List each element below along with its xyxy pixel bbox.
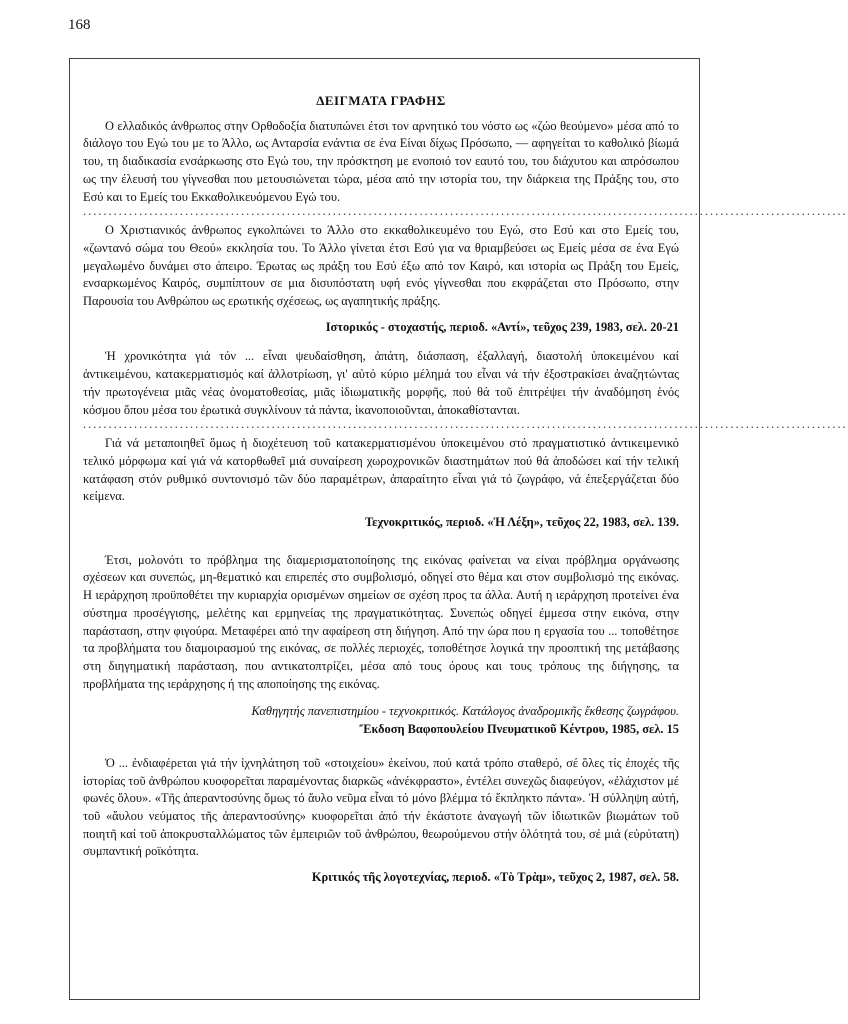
page-number: 168	[68, 17, 91, 33]
sample1-source: Ιστορικός - στοχαστής, περιοδ. «Αντί», τεῦχος 239, 1983, σελ. 20-21	[325, 319, 679, 334]
sample2-paragraph-2: Γιά νά μεταποιηθεῖ ὅμως ἡ διοχέτευση τοῦ κατακερματισμένου ὑποκειμένου στό πραγματιστικό ἀντικειμενικό τελικό μόρφωμα καί γιά νά κατορθωθεῖ μιά συναίρεση χωροχρονικῶν διαστημάτων πού θά ἀποδώσει καί τήν τελική κατάφαση στόν ρυθμικό συντονισμό τῶν δύο παραμέτρων, ἀπαραίτητο εἶναι γιά τό ζωγράφο, νά ἐπεξεργάζεται δύο κείμενα.	[83, 436, 679, 504]
sample3-paragraph-1: Έτσι, μολονότι το πρόβλημα της διαμερισματοποίησης της εικόνας φαίνεται να είναι πρόβλημα οργάνωσης σχέσεων και συνεπώς, μη-θεματικό και επιρεπές στο συμβολισμό, οδηγεί στο θέμα και στον συμβολισμό της εικόνας. Η ιεράρχηση προϋποθέτει την κυριαρχία ορισμένων σημείων σε σχέση προς τα άλλα. Αυτή η ιεράρχηση προτείνει ένα σύστημα προσέγγισης, μελέτης και ερμηνείας της πραγματικότητας. Συνεπώς οδηγεί έμμεσα στην εικόνα, στην παράσταση, στην φιγούρα. Μεταφέρει από την αφαίρεση στη διήγηση. Από την ώρα που η εργασία του ... τοποθέτησε τα προβλήματα του διαμοιρασμού της εικόνας, σε πολλές περιοχές, τοποθέτησε λογικά την προοπτική της μετάβασης στη διηγηματική παράσταση, που αντικατοπτρίζει, μέσα από τους όρους και τους τρόπους της διήγησης, τα προβλήματα της ιεράρχησης ή της αποποίησης της εικόνας.	[83, 552, 679, 691]
sample2-paragraph-1: Ἡ χρονικότητα γιά τόν ... εἶναι ψευδαίσθηση, ἀπάτη, διάσπαση, ἐξαλλαγή, διαστολή ὑποκειμένου καί ἀντικειμένου, κατακερματισμός καί ἀλλοτρίωση, γι' αὐτό κύριο μέλημά του εἶναι νά τήν ἐξοστρακίσει ἀναζητώντας τήν πρωτογένεια μιᾶς νέας ὀνοματοθεσίας, μιᾶς ἰδιωματικῆς μορφῆς, πού θά τοῦ ἐπιτρέψει τήν ἀναδόμηση ἑνός κόσμου ὅπου μέσα του ἐρωτικά συγκλίνουν τά πάντα, ἱκανοποιοῦνται, ἀποκαθίστανται.	[83, 349, 679, 417]
ellipsis-divider: ......................................................................................................................................................	[83, 204, 848, 219]
sample1-paragraph-1: Ο ελλαδικός άνθρωπος στην Ορθοδοξία διατυπώνει έτσι τον αρνητικό του νόστο ως «ζώο θεούμενο» μέσα από το διάλογο του Εγώ του με το Άλλο, ως Ανταρσία ενάντια σε ένα Είναι δίχως Πρόσωπο, — αφηγείται το καθολικό βίωμά του, τη διαδικασία ενσάρκωσης στο Εγώ του, την πρόσκτηση με ενοποιό τον εαυτό του, του διάχυτου και απρόσωπου ως την έλευσή του γίγνεσθαι που μετουσιώνεται τώρα, μέσα από την ιστορία του, την διάρκεια της Πράξης του, στο Εσύ και το Εμείς του Εκκαθολικευόμενου Εγώ του.	[83, 118, 679, 204]
sample2-source: Τεχνοκριτικός, περιοδ. «Ἡ Λέξη», τεῦχος 22, 1983, σελ. 139.	[365, 515, 679, 530]
sample4-paragraph-1: Ὁ ... ἐνδιαφέρεται γιά τήν ἰχνηλάτηση τοῦ «στοιχείου» ἐκείνου, πού κατά τρόπο σταθερό, σέ ὅλες τίς ἐποχές τῆς ἱστορίας τοῦ ἀνθρώπου κυοφορεῖται παραμένοντας διαρκῶς «ἀνέκφραστο», ἐντέλει συνεχῶς διαφεύγον, «ἐλάχιστον μέ φωνές ὅλου». «Τῆς ἀπεραντοσύνης ὅμως τό ἄυλο νεῦμα εἶναι τό μόνο βλέμμα τό ἔκπληκτο πάντα». Ἡ σύλληψη αὐτή, τοῦ «ἄυλου νεύματος τῆς ἀπεραντοσύνης» κυοφορεῖται ἀπό τήν ἑκάστοτε ἀναγωγή τῶν ἰδιωτικῶν βιωμάτων τοῦ ποιητῆ καί τοῦ ἀποκρυσταλλώματος τῶν ἐμπειριῶν τοῦ ἀνθρώπου, θεωρούμενου στήν ὁλότητά του, σέ μιά (εὐρύτατη) συμπαντική ροϊκότητα.	[83, 755, 679, 859]
document-content	[83, 92, 848, 899]
sample3-source-line-2: Ἔκδοση Βαφοπουλείου Πνευματικοῦ Κέντρου, 1985, σελ. 15	[359, 722, 679, 737]
ellipsis-divider: ......................................................................................................................................................	[83, 417, 848, 432]
sample4-source: Κριτικός τῆς λογοτεχνίας, περιοδ. «Τὸ Τρὰμ», τεῦχος 2, 1987, σελ. 58.	[311, 870, 679, 885]
page-title: ΔΕΙΓΜΑΤΑ ΓΡΑΦΗΣ	[316, 93, 446, 108]
sample1-paragraph-2: Ο Χριστιανικός άνθρωπος εγκολπώνει το Άλλο στο εκκαθολικευμένο του Εγώ, στο Εσύ και στο Εμείς του, «ζωντανό σώμα του Θεού» εκκλησία του. Το Άλλο γίνεται έτσι Εσύ για να θριαμβεύσει ως Εμείς μέσα σε ένα Εγώ μεγαλωμένο δυνάμει στο άπειρο. Έρωτας ως πράξη του Εσύ έξω από τον Καιρό, και ιστορία ως Πράξη του Εμείς, ενσαρκωμένος Καιρός, συμπίπτουν σε μια δισυπόστατη υφή ενός γίγνεσθαι που εκφράζεται στο Πρόσωπο, στην Παρουσία του Ανθρώπου ως ερωτικής σχέσεως, ως αγαπητικής πράξης.	[83, 223, 679, 309]
sample3-source-line-1: Καθηγητής πανεπιστημίου - τεχνοκριτικός. Κατάλογος ἀναδρομικῆς ἔκθεσης ζωγράφου.	[251, 704, 679, 719]
